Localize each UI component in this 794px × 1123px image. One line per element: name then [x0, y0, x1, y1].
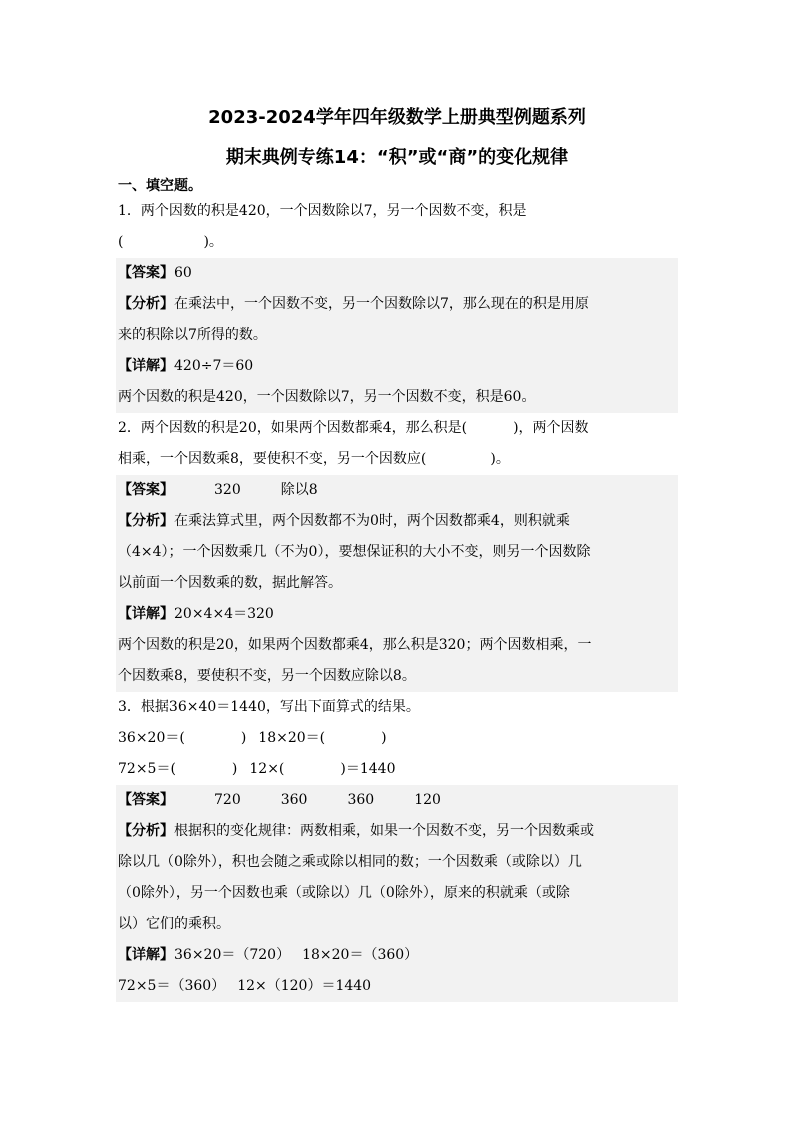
- analysis-line: 来的积除以7所得的数。: [118, 327, 267, 343]
- detail-line: 【详解】420÷7＝60: [118, 358, 254, 374]
- answer-value: 120: [414, 792, 441, 808]
- conclusion-line: 两个因数的积是420，一个因数除以7，另一个因数不变，积是60。: [118, 389, 536, 405]
- analysis-label: 【分析】: [118, 513, 174, 529]
- answer-value: 720: [214, 792, 241, 808]
- question-1: [118, 196, 676, 413]
- question-2: [118, 413, 676, 692]
- detail-line: 【详解】20×4×4＝320: [118, 606, 274, 622]
- document-subtitle: 期末典例专练14：“积”或“商”的变化规律: [225, 147, 569, 168]
- equation-line: 72×5＝( ) 12×( )＝1440: [118, 761, 396, 777]
- analysis-line: 【分析】在乘法中，一个因数不变，另一个因数除以7，那么现在的积是用原: [118, 296, 589, 312]
- answer-line: [118, 258, 676, 289]
- document-page: [118, 96, 676, 1002]
- conclusion-line: 两个因数的积是20，如果两个因数都乘4，那么积是320；两个因数相乘，一: [118, 637, 592, 653]
- document-title: 2023-2024学年四年级数学上册典型例题系列: [208, 107, 586, 128]
- conclusion-line: 个因数乘8，要使积不变，另一个因数应除以8。: [118, 668, 416, 684]
- answer-line: [118, 785, 676, 816]
- detail-line: 72×5＝（360） 12×（120）＝1440: [118, 978, 372, 994]
- equation-line: 36×20＝( ) 18×20＝( ): [118, 730, 387, 746]
- analysis-line: 以前面一个因数乘的数，据此解答。: [118, 575, 342, 591]
- analysis-line: 【分析】根据积的变化规律：两数相乘，如果一个因数不变，另一个因数乘或: [118, 823, 594, 839]
- analysis-label: 【分析】: [118, 823, 174, 839]
- answer-value: 60: [174, 265, 192, 281]
- question-3: [118, 692, 676, 1002]
- answer-value: 360: [280, 792, 308, 808]
- detail-label: 【详解】: [118, 606, 174, 622]
- detail-label: 【详解】: [118, 358, 174, 374]
- answer-label: 【答案】: [118, 792, 174, 808]
- answer-line: [118, 475, 676, 506]
- answer-value: 320: [214, 482, 241, 498]
- solution-box: [116, 475, 678, 692]
- analysis-line: 以）它们的乘积。: [118, 916, 230, 932]
- question-1-blank-line: ( )。: [118, 234, 223, 250]
- detail-label: 【详解】: [118, 947, 174, 963]
- analysis-line: 除以几（0除外），积也会随之乘或除以相同的数；一个因数乘（或除以）几: [118, 854, 582, 870]
- answer-value: 除以8: [280, 482, 318, 498]
- analysis-line: （0除外），另一个因数也乘（或除以）几（0除外），原来的积就乘（或除: [118, 885, 570, 901]
- answer-label: 【答案】: [118, 482, 174, 498]
- detail-line: 【详解】36×20＝（720） 18×20＝（360）: [118, 947, 419, 963]
- answer-label: 【答案】: [118, 265, 174, 281]
- solution-box: [116, 785, 678, 1002]
- analysis-label: 【分析】: [118, 296, 174, 312]
- analysis-line: （4×4）；一个因数乘几（不为0），要想保证积的大小不变，则另一个因数除: [118, 544, 591, 560]
- question-2-text: 相乘，一个因数乘8，要使积不变，另一个因数应( )。: [118, 451, 510, 467]
- solution-box: [116, 258, 678, 413]
- question-2-text: 2．两个因数的积是20，如果两个因数都乘4，那么积是( )，两个因数: [118, 420, 589, 436]
- analysis-line: 【分析】在乘法算式里，两个因数都不为0时，两个因数都乘4，则积就乘: [118, 513, 570, 529]
- question-3-text: 3．根据36×40＝1440，写出下面算式的结果。: [118, 699, 420, 715]
- section-heading: 一、填空题。: [118, 178, 202, 194]
- question-1-text: 1．两个因数的积是420，一个因数除以7，另一个因数不变，积是: [118, 203, 527, 219]
- answer-value: 360: [347, 792, 375, 808]
